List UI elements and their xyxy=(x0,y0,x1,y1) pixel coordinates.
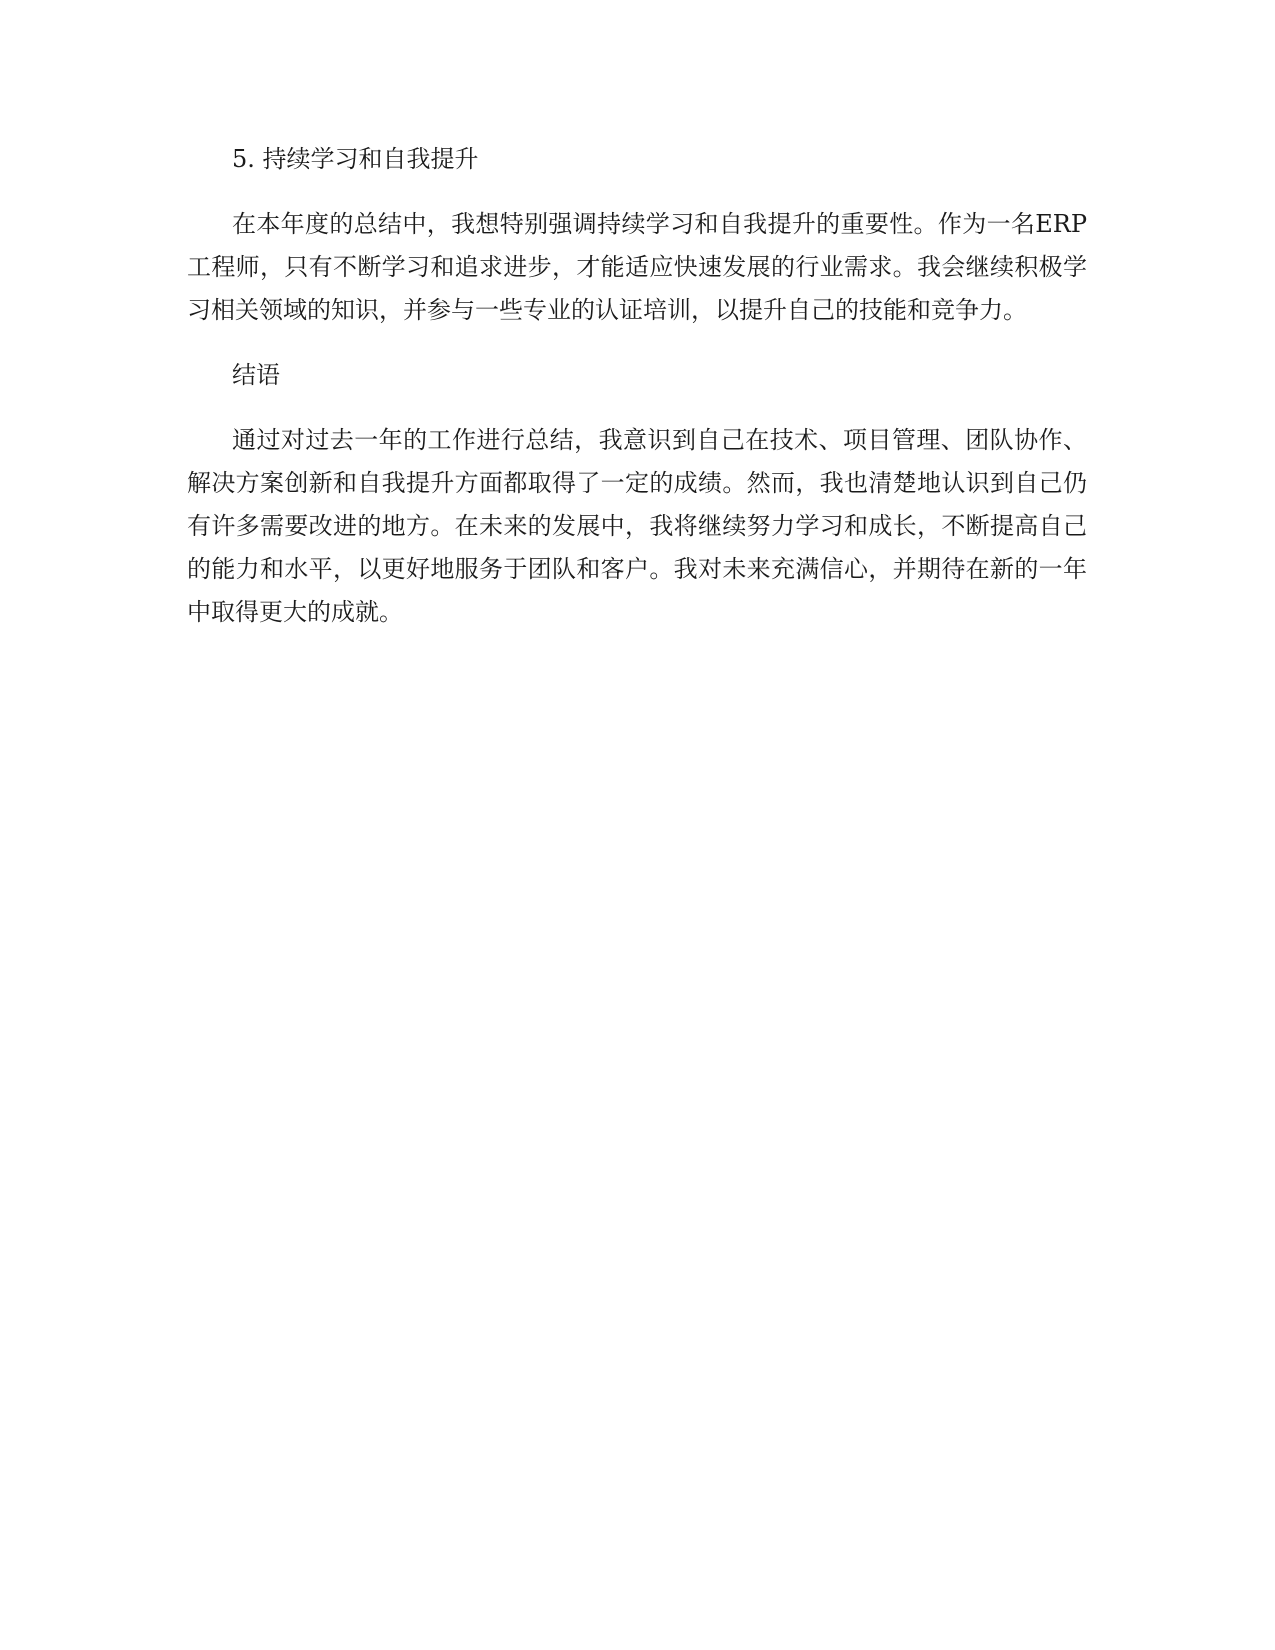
conclusion-paragraph: 通过对过去一年的工作进行总结，我意识到自己在技术、项目管理、团队协作、解决方案创新和自我提升方面都取得了一定的成绩。然而，我也清楚地认识到自己仍有许多需要改进的地方。在未来的发展中，我将继续努力学习和成长，不断提高自己的能力和水平，以更好地服务于团队和客户。我对未来充满信心，并期待在新的一年中取得更大的成就。 xyxy=(187,426,1087,626)
section-paragraph: 在本年度的总结中，我想特别强调持续学习和自我提升的重要性。作为一名ERP 工程师，只有不断学习和追求进步，才能适应快速发展的行业需求。我会继续积极学习相关领域的知识，并参与一些专业的认证培训，以提升自己的技能和竞争力。 xyxy=(187,210,1087,324)
conclusion-heading: 结语 xyxy=(232,361,280,389)
section-heading: 5. 持续学习和自我提升 xyxy=(232,145,479,173)
document-body xyxy=(187,138,1087,656)
